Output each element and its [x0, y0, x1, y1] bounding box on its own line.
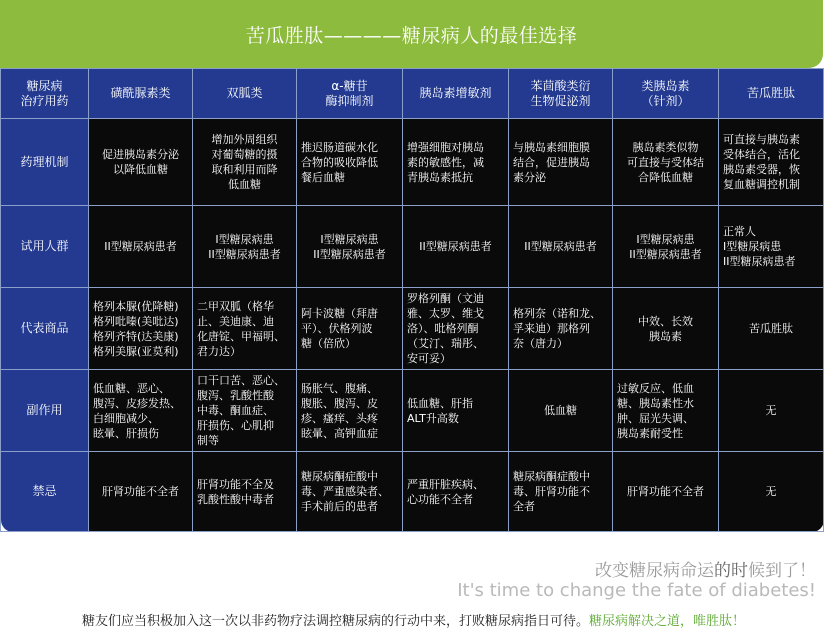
- table-cell: 肝肾功能不全及 乳酸性酸中毒者: [193, 452, 297, 532]
- table-cell: I型糖尿病患 II型糖尿病患者: [613, 206, 719, 288]
- table-row: [1, 452, 824, 532]
- column-header: 磺酰脲素类: [89, 69, 193, 119]
- table-cell: 中效、长效 胰岛素: [613, 288, 719, 370]
- table-cell: 低血糖、肝指 ALT升高数: [403, 370, 509, 452]
- column-header: 胰岛素增敏剂: [403, 69, 509, 119]
- table-cell: 胰岛素类似物 可直接与受体结 合降低血糖: [613, 119, 719, 206]
- table-cell: 无: [719, 452, 824, 532]
- table-cell: 促进胰岛素分泌 以降低血糖: [89, 119, 193, 206]
- table-cell: 罗格列酮（文迪 雅、太罗、维戈 洛）、吡格列酮 （艾汀、瑞彤、 安可妥）: [403, 288, 509, 370]
- footer-text: 糖友们应当积极加入这一次以非药物疗法调控糖尿病的行动中来，打败糖尿病指日可待。: [82, 614, 590, 629]
- table-cell: I型糖尿病患 II型糖尿病患者: [297, 206, 403, 288]
- footer-message: [82, 610, 745, 629]
- table-cell: 格列奈（诺和龙、 孚来迪）那格列 奈（唐力）: [509, 288, 613, 370]
- table-cell: 糖尿病酮症酸中 毒、肝肾功能不 全者: [509, 452, 613, 532]
- table-cell: 增加外周组织 对葡萄糖的摄 取和利用而降 低血糖: [193, 119, 297, 206]
- table-cell: 推迟肠道碳水化 合物的吸收降低 餐后血糖: [297, 119, 403, 206]
- row-label: 禁忌: [1, 452, 89, 532]
- table-cell: 肠胀气、腹痛、 腹胀、腹泻、皮 疹、瘙痒、头疼 眩暈、高钾血症: [297, 370, 403, 452]
- row-label: 药理机制: [1, 119, 89, 206]
- table-cell: 无: [719, 370, 824, 452]
- column-header: 苯茴酸类衍 生物促泌剂: [509, 69, 613, 119]
- table-cell: I型糖尿病患 II型糖尿病患者: [193, 206, 297, 288]
- row-label: 代表商品: [1, 288, 89, 370]
- table-cell: 与胰岛素细胞膜 结合，促进胰岛 素分泌: [509, 119, 613, 206]
- table-cell: 苦瓜胜肽: [719, 288, 824, 370]
- table-cell: 可直接与胰岛素 受体结合，活化 胰岛素受器，恢 复血糖调控机制: [719, 119, 824, 206]
- table-cell: 肝肾功能不全者: [89, 452, 193, 532]
- table-cell: II型糖尿病患者: [89, 206, 193, 288]
- slogan-part: 候到了！: [748, 561, 816, 581]
- slogan-part: 改变糖尿病命运: [595, 561, 714, 581]
- column-header: 类胰岛素 （针剂）: [613, 69, 719, 119]
- table-row: [1, 206, 824, 288]
- slogan-part-highlight: 的时: [714, 561, 748, 581]
- comparison-table: [0, 68, 824, 532]
- column-header: 双胍类: [193, 69, 297, 119]
- slogan-chinese: [595, 556, 816, 581]
- header-row: [1, 69, 824, 119]
- table-cell: 二甲双胍（格华 止、美迪康、迪 化唐锭、甲福明、 君力达）: [193, 288, 297, 370]
- corner-header: 糖尿病 治疗用药: [1, 69, 89, 119]
- table-cell: 格列本脲(优降糖) 格列吡嗪(美吡达) 格列齐特(达美康) 格列美脲(亚莫利): [89, 288, 193, 370]
- table-row: [1, 370, 824, 452]
- table-cell: 过敏反应、低血 糖、胰岛素性水 肿、屈光失调、 胰岛素耐受性: [613, 370, 719, 452]
- table-cell: 增强细胞对胰岛 素的敏感性，减 青胰岛素抵抗: [403, 119, 509, 206]
- table-cell: 正常人 I型糖尿病患 II型糖尿病患者: [719, 206, 824, 288]
- table-cell: 阿卡波糖（拜唐 平）、伏格列波 糖（倍欣）: [297, 288, 403, 370]
- column-header: α-糖苷 酶抑制剂: [297, 69, 403, 119]
- table-cell: II型糖尿病患者: [509, 206, 613, 288]
- table-cell: 低血糖、恶心、 腹泻、皮疹发热、 白细胞减少、 眩暈、肝损伤: [89, 370, 193, 452]
- table-cell: 严重肝脏疾病、 心功能不全者: [403, 452, 509, 532]
- table-cell: 肝肾功能不全者: [613, 452, 719, 532]
- footer-highlight: 糖尿病解决之道，唯胜肽！: [589, 614, 746, 629]
- table-cell: 糖尿病酮症酸中 毒、严重感染者、 手术前后的患者: [297, 452, 403, 532]
- page-title: 苦瓜胜肽————糖尿病人的最佳选择: [245, 24, 578, 47]
- column-header: 苦瓜胜肽: [719, 69, 824, 119]
- row-label: 副作用: [1, 370, 89, 452]
- title-banner: [0, 0, 823, 68]
- table-row: [1, 119, 824, 206]
- slogan-english: It's time to change the fate of diabetes!: [457, 580, 816, 601]
- table-row: [1, 288, 824, 370]
- table-cell: II型糖尿病患者: [403, 206, 509, 288]
- table-cell: 低血糖: [509, 370, 613, 452]
- table-cell: 口干口苦、恶心、 腹泻、乳酸性酸 中毒、酮血症、 肝损伤、心肌抑 制等: [193, 370, 297, 452]
- row-label: 试用人群: [1, 206, 89, 288]
